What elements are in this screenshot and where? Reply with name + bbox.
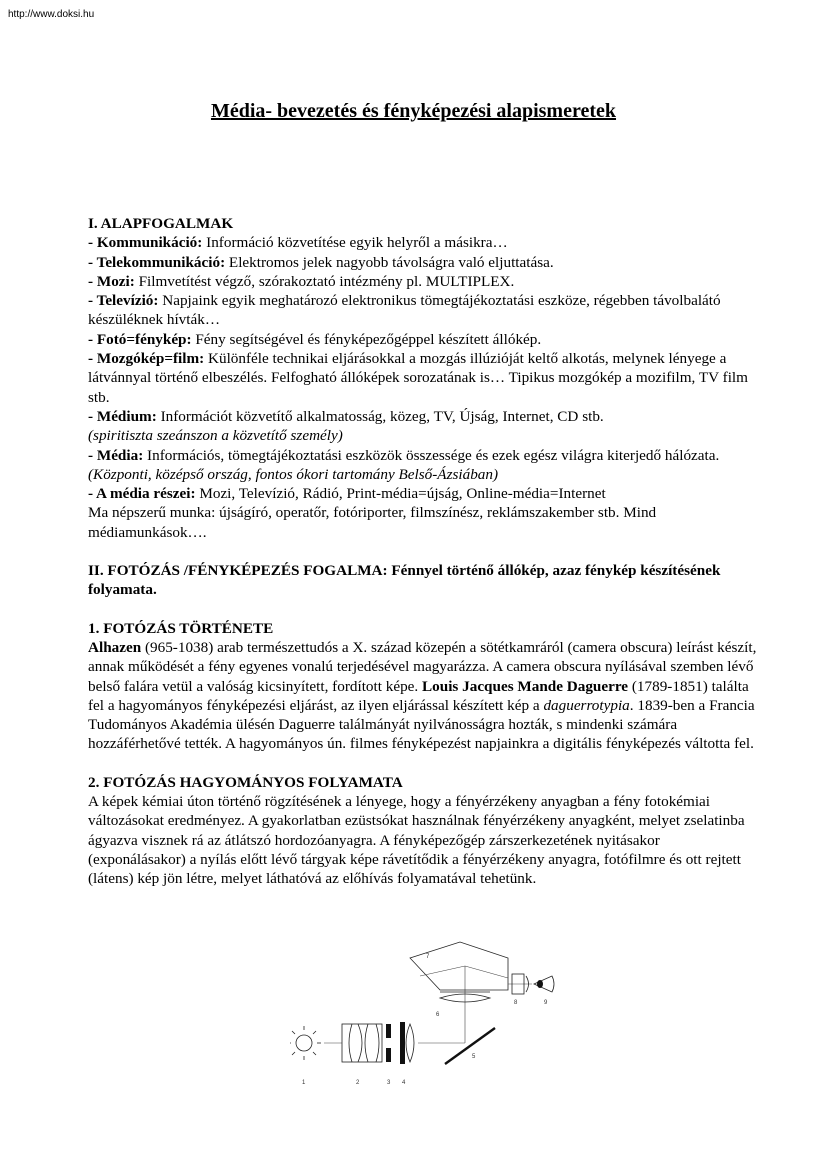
mirror: [445, 1028, 495, 1064]
section-heading: 1. FOTÓZÁS TÖRTÉNETE: [88, 619, 274, 637]
section-heading: I. ALAPFOGALMAK: [88, 215, 234, 232]
figure-label: 8: [514, 1000, 518, 1006]
definition-item: - Médium: Információt közvetítő alkalmatosság, közeg, TV, Újság, Internet, CD stb.: [88, 407, 604, 425]
definition-item: - Média: Információs, tömegtájékoztatási eszközök összessége és ezek egész világra kiterjedő hálózata.: [88, 446, 720, 464]
aperture-blade: [386, 1048, 391, 1062]
definition-note: (Központi, középső ország, fontos ókori tartomány Belső-Ázsiában): [88, 465, 499, 483]
paragraph: A képek kémiai úton történő rögzítésének a lényege, hogy a fényérzékeny anyagban a fény fotokémiai változásokat eredményez. A gyakorlatban ezüstsókat használnak fényérzékeny anyagként, melyet zselatinba ágyazva visznek rá az átlátszó hordozóanyagra. A fényképezőgép zárszerkezetének nyitásakor (exponálásakor) a nyílás előtt lévő tárgyak képe rávetítődik a fényérzékeny anyagra, fotófilmre és ott rejtett (látens) kép jön létre, melyet láthatóvá az előhívás folyamatával tehetünk.: [88, 793, 745, 888]
light-ray: [420, 966, 465, 976]
page-title: Média- bevezetés és fényképezési alapismeretek: [210, 100, 617, 122]
rear-lens: [406, 1024, 414, 1062]
definition-item: - Telekommunikáció: Elektromos jelek nagyobb távolságra való eljuttatása.: [88, 253, 554, 271]
sun-icon: [290, 1026, 321, 1060]
figure-label: 7: [426, 954, 430, 960]
shutter: [400, 1022, 405, 1064]
camera-diagram: [290, 936, 590, 1096]
section-heading: II. FOTÓZÁS /FÉNYKÉPEZÉS FOGALMA: Fénnyel történő állókép, azaz fénykép készítésének folyamata.: [88, 562, 721, 599]
lens-group: [342, 1024, 382, 1062]
paragraph: Alhazen (965-1038) arab természettudós a X. század közepén a sötétkamráról (camera obscura) leírást készít, annak működését a fény egyenes vonalú terjedésével magyarázza. A camera obscura nyílásával szemben lévő belső falára vetül a valóság kicsinyített, fordított képe. Louis Jacques Mande Daguerre (1789-1851) találta fel a hagyományos fényképezési eljárást, az ilyen eljárással készített kép a daguerrotypia. 1839-ben a Francia Tudományos Akadémia ülésén Daguerre találmányát nyilvánosságra hozták, s mindenki számára hozzáférhetővé tették. A hagyományos ún. filmes fényképezést napjainkra a digitális fényképezés váltotta fel.: [88, 638, 757, 753]
figure-label: 2: [356, 1080, 360, 1086]
section-heading: 2. FOTÓZÁS HAGYOMÁNYOS FOLYAMATA: [88, 773, 403, 791]
source-url: http://www.doksi.hu: [8, 9, 95, 20]
definition-item: - A média részei: Mozi, Televízió, Rádió, Print-média=újság, Online-média=Internet: [88, 485, 606, 503]
figure-label: 6: [436, 1012, 440, 1018]
definition-item: - Fotó=fénykép: Fény segítségével és fényképezőgéppel készített állókép.: [88, 330, 542, 348]
definition-item: - Kommunikáció: Információ közvetítése egyik helyről a másikra…: [88, 234, 508, 252]
figure-label: 9: [544, 1000, 548, 1006]
definition-item: - Mozgókép=film: Különféle technikai eljárásokkal a mozgás illúzióját keltő alkotás, melynek lényege a látvánnyal történő elbeszélés. Felfogható állóképek sorozatának is… Tipikus mozgókép a mozifilm, TV film stb.: [88, 350, 748, 406]
figure-label: 4: [402, 1080, 406, 1086]
camera-diagram-svg: [290, 936, 590, 1096]
light-ray: [465, 966, 508, 978]
eye-pupil: [537, 980, 543, 988]
document-body: [88, 214, 760, 889]
paragraph: Ma népszerű munka: újságíró, operatőr, fotóriporter, filmszínész, reklámszakember stb. Mind médiamunkások….: [88, 504, 657, 541]
figure-label: 5: [472, 1054, 476, 1060]
figure-label: 1: [302, 1080, 306, 1086]
pentaprism: [410, 942, 508, 990]
definition-item: - Mozi: Filmvetítést végző, szórakoztató intézmény pl. MULTIPLEX.: [88, 272, 515, 290]
definition-item: - Televízió: Napjaink egyik meghatározó elektronikus tömegtájékoztatási eszköze, régebben távolbalátó készüléknek hívták…: [88, 292, 721, 329]
aperture-blade: [386, 1024, 391, 1038]
figure-label: 3: [387, 1080, 391, 1086]
definition-note: (spiritiszta szeánszon a közvetítő személy): [88, 427, 343, 445]
